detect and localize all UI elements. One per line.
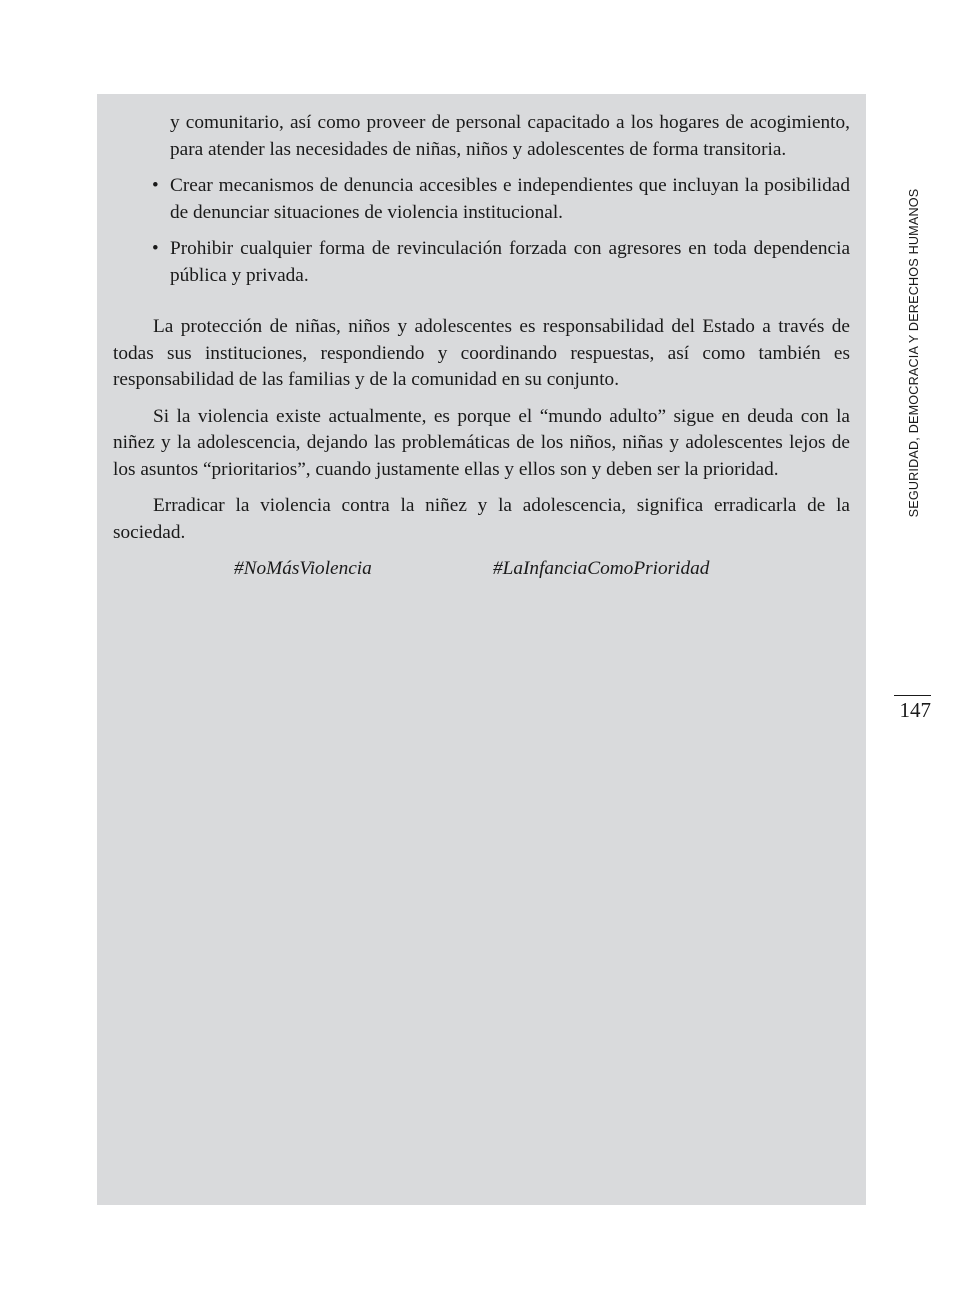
bullet-icon: • — [152, 238, 159, 259]
list-item — [113, 236, 850, 289]
page-body — [113, 110, 850, 584]
running-section-title: SEGURIDAD, DEMOCRACIA Y DERECHOS HUMANOS — [907, 188, 921, 518]
recommendation-list — [113, 110, 850, 289]
list-item-text: y comunitario, así como proveer de personal capacitado a los hogares de acogimiento, para atender las necesidades de niñas, niños y adolescentes de forma transitoria. — [170, 112, 850, 160]
hashtag: #NoMásViolencia — [234, 558, 372, 579]
hashtags — [113, 556, 850, 584]
hashtag: #LaInfanciaComoPrioridad — [493, 558, 710, 579]
list-item-text: Prohibir cualquier forma de revinculación forzada con agresores en toda dependencia pública y privada. — [170, 238, 850, 286]
paragraph: Si la violencia existe actualmente, es porque el “mundo adulto” sigue en deuda con la niñez y la adolescencia, dejando las problemáticas de los niños, niñas y adolescentes lejos de los asuntos “prioritarios”, cuando justamente ellas y ellos son y deben ser la prioridad. — [113, 405, 850, 480]
page-number-rule — [894, 695, 931, 696]
bullet-icon: • — [152, 175, 159, 196]
list-item — [113, 173, 850, 226]
paragraph: Erradicar la violencia contra la niñez y la adolescencia, significa erradicarla de la sociedad. — [113, 495, 850, 543]
list-item-continued — [113, 110, 850, 163]
list-item-text: Crear mecanismos de denuncia accesibles e independientes que incluyan la posibilidad de denunciar situaciones de violencia institucional. — [170, 175, 850, 223]
paragraph: La protección de niñas, niños y adolescentes es responsabilidad del Estado a través de todas sus instituciones, respondiendo y coordinando respuestas, así como también es responsabilidad de las familias y de la comunidad en su conjunto. — [113, 316, 850, 390]
page-number: 147 — [899, 698, 931, 722]
